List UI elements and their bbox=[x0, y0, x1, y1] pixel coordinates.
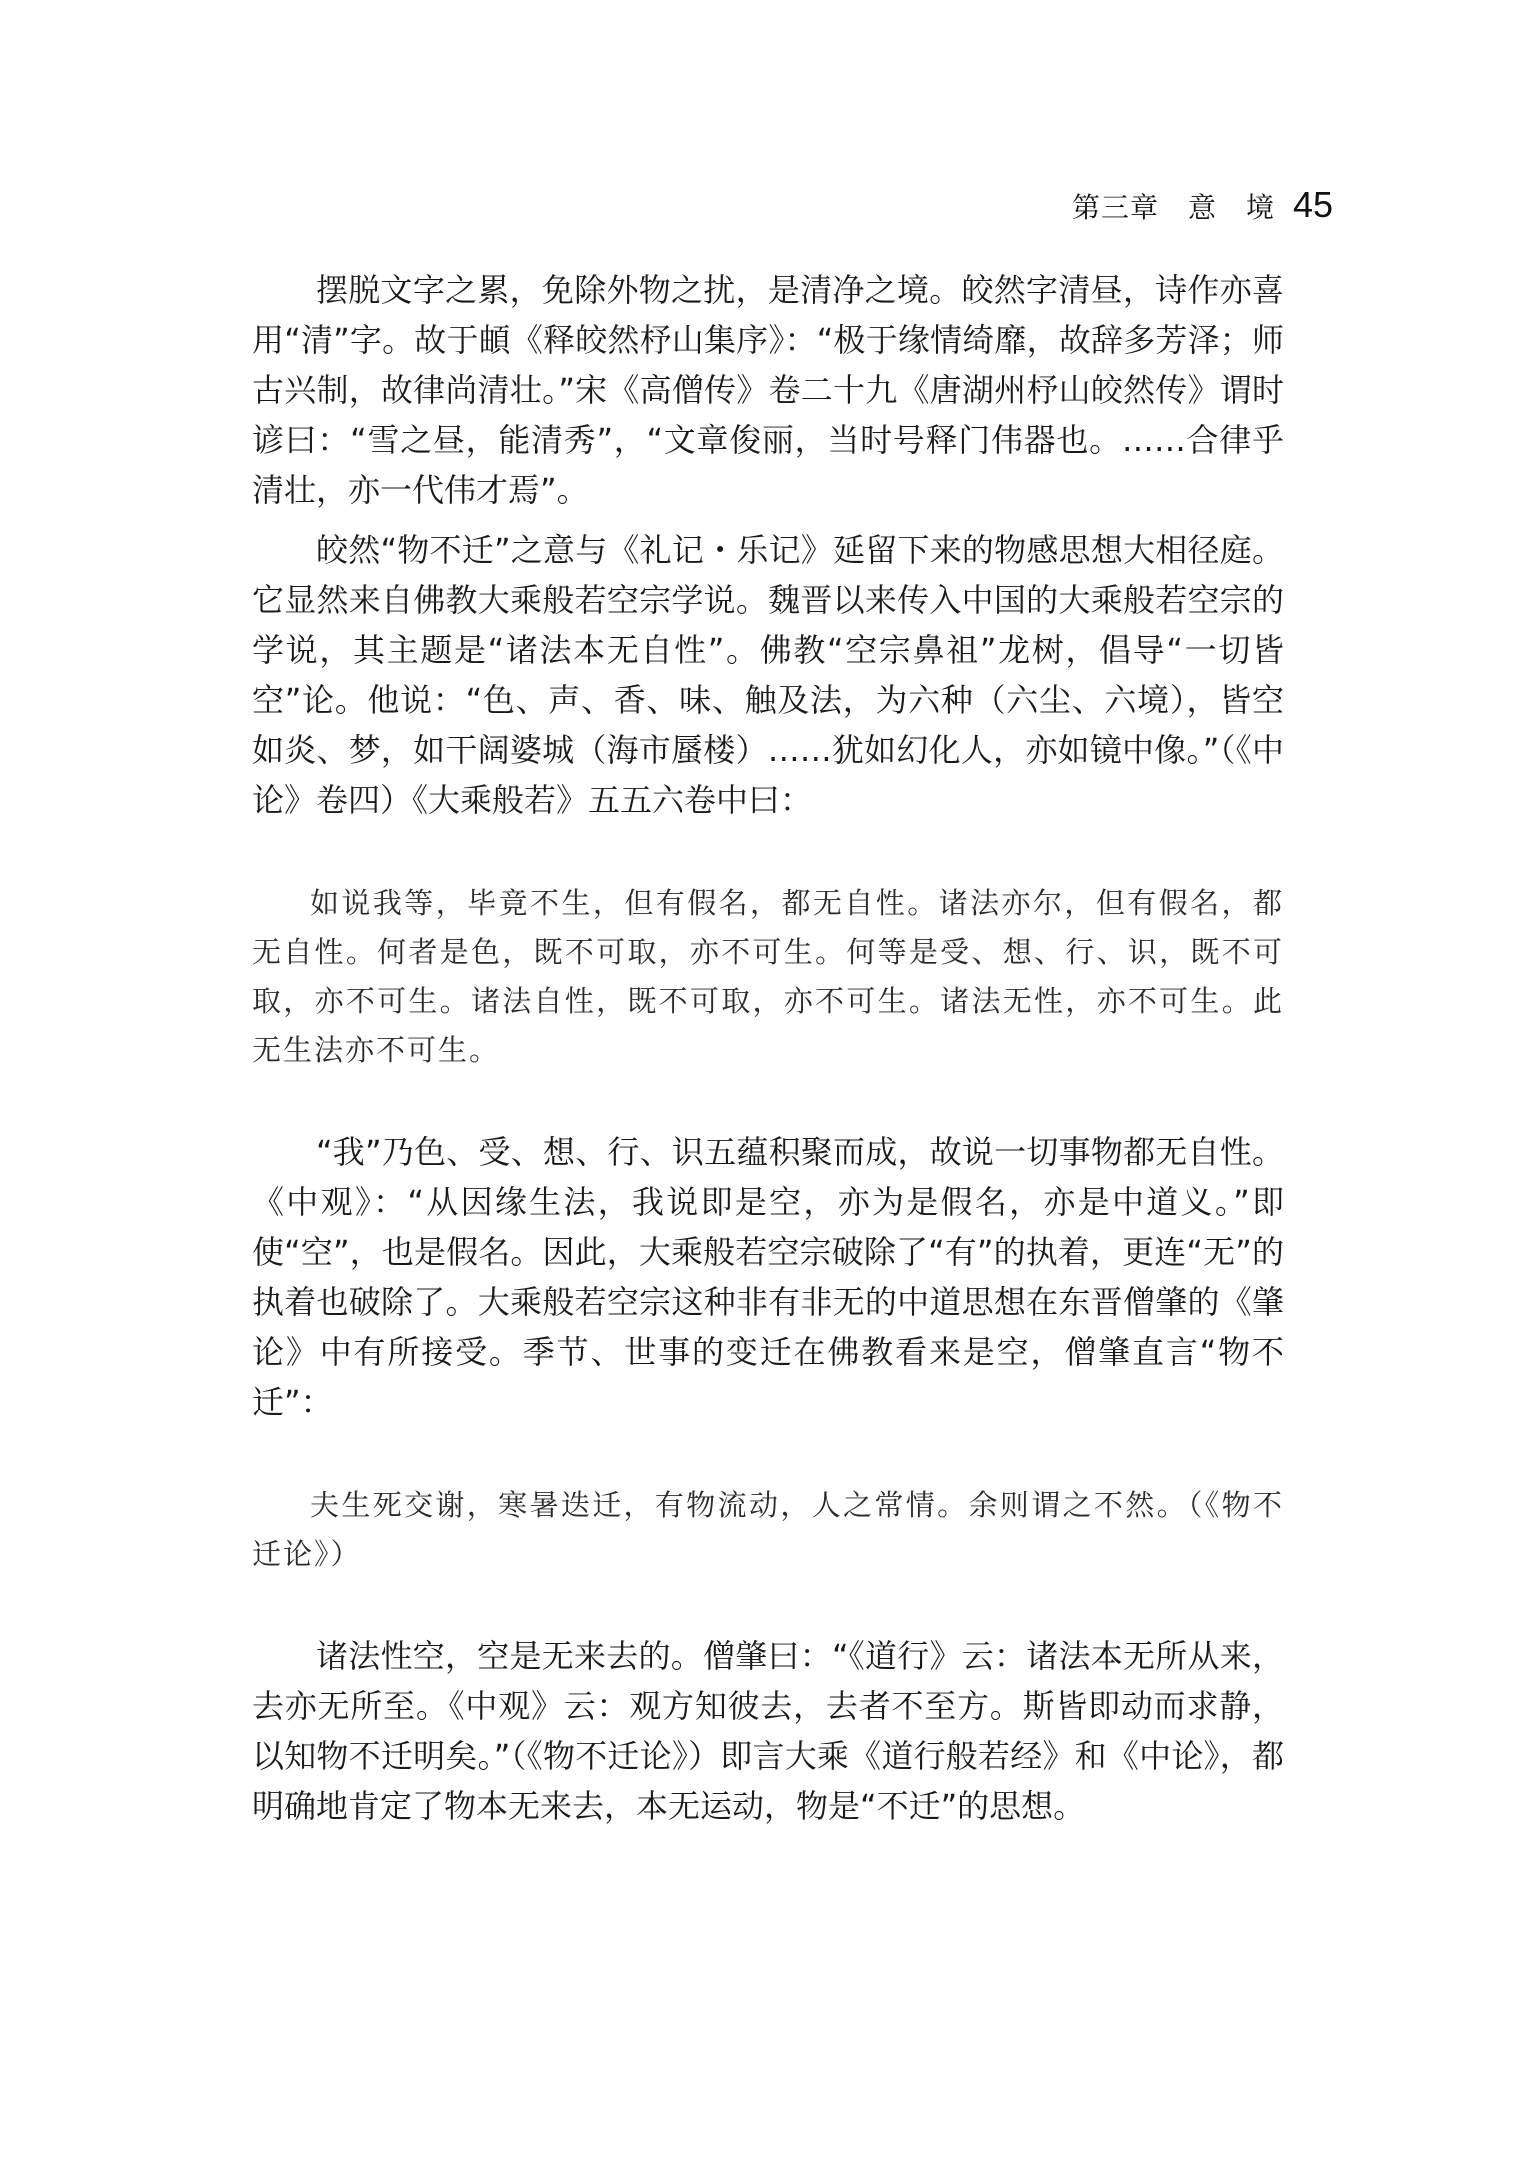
paragraph-spacer bbox=[252, 515, 1284, 525]
block-quote-dasheng-bore: 如说我等，毕竟不生，但有假名，都无自性。诸法亦尔，但有假名，都无自性。何者是色，既不可取，亦不可生。何等是受、想、行、识，既不可取，亦不可生。诸法自性，既不可取，亦不可生。诸法无性，亦不可生。此无生法亦不可生。 bbox=[252, 886, 1284, 1067]
block-quote-wu-bu-qian-lun: 夫生死交谢，寒暑迭迁，有物流动，人之常情。余则谓之不然。（《物不迁论》） bbox=[252, 1488, 1284, 1571]
page-number: 45 bbox=[1292, 184, 1333, 225]
paragraph-jiaoran-qing: 摆脱文字之累，免除外物之扰，是清净之境。皎然字清昼，诗作亦喜用“清”字。故于頔《释皎然杼山集序》：“极于缘情绮靡，故辞多芳泽；师古兴制，故律尚清壮。”宋《高僧传》卷二十九《唐湖州杼山皎然传》谓时谚曰：“雪之昼，能清秀”，“文章俊丽，当时号释门伟器也。……合律乎清壮，亦一代伟才焉”。 bbox=[252, 271, 1284, 509]
block-quote-spacer bbox=[252, 1427, 1284, 1481]
main-text bbox=[252, 265, 1284, 1831]
block-quote-spacer bbox=[252, 1075, 1284, 1127]
paragraph-zhu-fa-xing-kong: 诸法性空，空是无来去的。僧肇曰：“《道行》云：诸法本无所从来，去亦无所至。《中观》云：观方知彼去，去者不至方。斯皆即动而求静，以知物不迁明矣。”（《物不迁论》）即言大乘《道行般若经》和《中论》，都明确地肯定了物本无来去，本无运动，物是“不迁”的思想。 bbox=[252, 1637, 1284, 1825]
paragraph-wu-bu-qian: 皎然“物不迁”之意与《礼记・乐记》延留下来的物感思想大相径庭。它显然来自佛教大乘般若空宗学说。魏晋以来传入中国的大乘般若空宗的学说，其主题是“诸法本无自性”。佛教“空宗鼻祖”龙树，倡导“一切皆空”论。他说：“色、声、香、味、触及法，为六种（六尘、六境），皆空如炎、梦，如干阔婆城（海市蜃楼）……犹如幻化人，亦如镜中像。”（《中论》卷四）《大乘般若》五五六卷中曰： bbox=[252, 531, 1284, 819]
paragraph-wu-yun: “我”乃色、受、想、行、识五蕴积聚而成，故说一切事物都无自性。《中观》：“从因缘生法，我说即是空，亦为是假名，亦是中道义。”即使“空”，也是假名。因此，大乘般若空宗破除了“有”的执着，更连“无”的执着也破除了。大乘般若空宗这种非有非无的中道思想在东晋僧肇的《肇论》中有所接受。季节、世事的变迁在佛教看来是空，僧肇直言“物不迁”： bbox=[252, 1133, 1284, 1421]
block-quote-spacer bbox=[252, 1579, 1284, 1631]
chapter-title: 第三章 意 境 bbox=[1071, 191, 1275, 224]
running-header bbox=[1072, 184, 1333, 226]
block-quote-spacer bbox=[252, 825, 1284, 879]
